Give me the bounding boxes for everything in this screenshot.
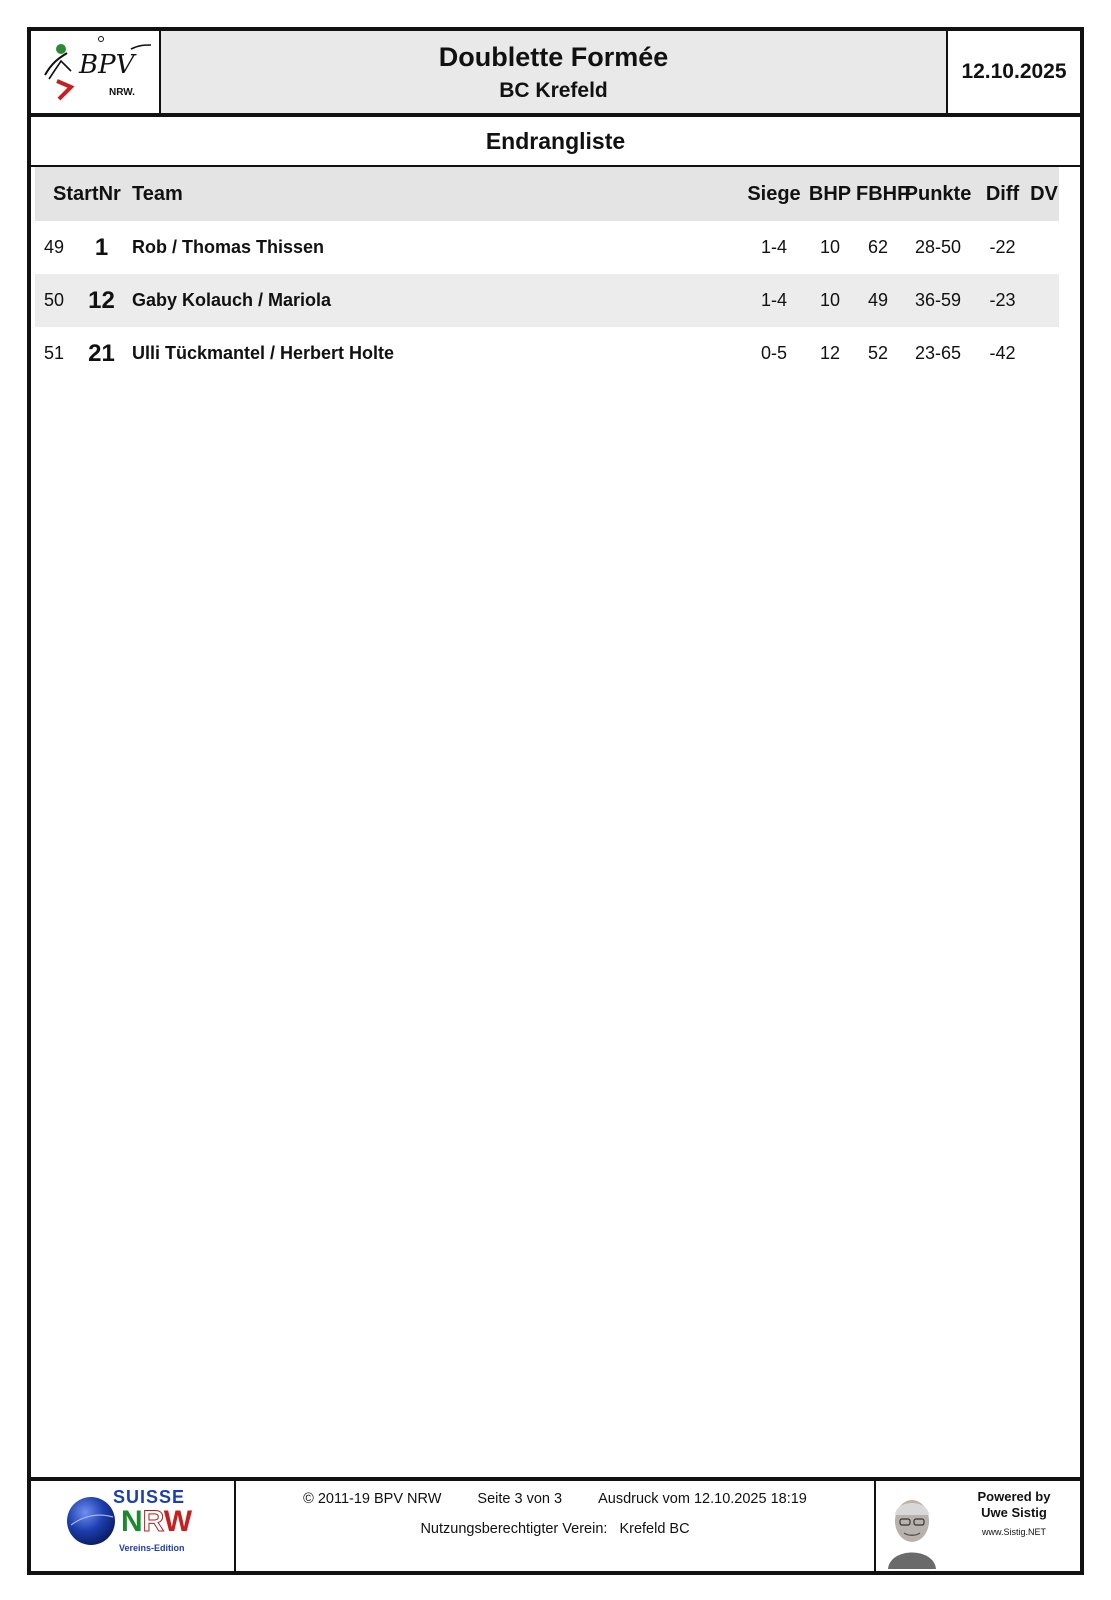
- author-photo: [874, 1481, 948, 1571]
- person-photo-icon: [876, 1481, 948, 1569]
- diff-cell: -23: [989, 290, 1016, 310]
- col-punkte: Punkte: [904, 182, 972, 205]
- logo-edition-text: Vereins-Edition: [119, 1543, 185, 1553]
- page-number: Seite 3 von 3: [477, 1491, 563, 1507]
- section-title: Endrangliste: [31, 117, 1080, 167]
- col-siege: Siege: [747, 182, 801, 205]
- powered-by-name: Uwe Sistig: [981, 1505, 1047, 1520]
- startnr-cell: 12: [88, 286, 115, 314]
- table-row: [35, 327, 1059, 380]
- col-diff: Diff: [985, 182, 1020, 205]
- bhp-cell: 12: [819, 343, 841, 363]
- fbhp-cell: 62: [867, 237, 889, 257]
- team-cell: Ulli Tückmantel / Herbert Holte: [132, 343, 395, 363]
- punkte-cell: 28-50: [914, 237, 962, 257]
- club-label: Nutzungsberechtigter Verein:: [420, 1521, 608, 1537]
- bpv-logo-icon: [31, 31, 161, 113]
- siege-cell: 0-5: [760, 343, 787, 363]
- punkte-cell: 23-65: [914, 343, 962, 363]
- col-team: Team: [132, 182, 183, 205]
- powered-by-url: www.Sistig.NET: [981, 1527, 1046, 1537]
- bpv-logo: [31, 31, 161, 113]
- print-timestamp: Ausdruck vom 12.10.2025 18:19: [598, 1491, 807, 1507]
- team-cell: Rob / Thomas Thissen: [132, 237, 325, 257]
- fbhp-cell: 52: [867, 343, 889, 363]
- diff-cell: -22: [989, 237, 1016, 257]
- fbhp-cell: 49: [867, 290, 889, 310]
- logo-suisse-text: SUISSE: [113, 1487, 186, 1507]
- footer-info: [236, 1481, 874, 1571]
- ranking-table: [35, 167, 1059, 380]
- event-title: Doublette Formée: [438, 41, 669, 72]
- table-header: [35, 167, 1059, 221]
- rank-cell: 49: [44, 237, 65, 257]
- page-footer: [31, 1477, 1080, 1571]
- table-row: [35, 221, 1059, 274]
- copyright: © 2011-19 BPV NRW: [303, 1491, 442, 1507]
- col-dv: DV: [1030, 182, 1058, 205]
- event-date: 12.10.2025: [961, 60, 1067, 83]
- event-venue: BC Krefeld: [499, 78, 608, 102]
- startnr-cell: 1: [94, 233, 109, 261]
- bhp-cell: 10: [819, 290, 841, 310]
- col-fbhp: FBHP: [856, 182, 911, 205]
- siege-cell: 1-4: [760, 290, 787, 310]
- startnr-cell: 21: [88, 339, 115, 367]
- svg-text:BPV: BPV: [79, 50, 135, 80]
- logo-nrw-text: NRW: [121, 1505, 193, 1538]
- club-name: Krefeld BC: [619, 1521, 690, 1537]
- page-header: [31, 31, 1080, 117]
- page-frame: [27, 27, 1084, 1575]
- siege-cell: 1-4: [760, 237, 787, 257]
- suisse-nrw-logo: [31, 1481, 236, 1571]
- powered-by-block: [948, 1481, 1080, 1571]
- powered-by-label: Powered by: [977, 1489, 1051, 1504]
- diff-cell: -42: [989, 343, 1016, 363]
- bhp-cell: 10: [819, 237, 841, 257]
- col-startnr: StartNr: [53, 182, 121, 205]
- rank-cell: 51: [44, 343, 65, 363]
- punkte-cell: 36-59: [914, 290, 962, 310]
- table-row: [35, 274, 1059, 327]
- svg-text:NRW.: NRW.: [109, 87, 135, 98]
- team-cell: Gaby Kolauch / Mariola: [132, 290, 332, 310]
- col-bhp: BHP: [808, 182, 852, 205]
- rank-cell: 50: [44, 290, 65, 310]
- title-block: [161, 31, 948, 113]
